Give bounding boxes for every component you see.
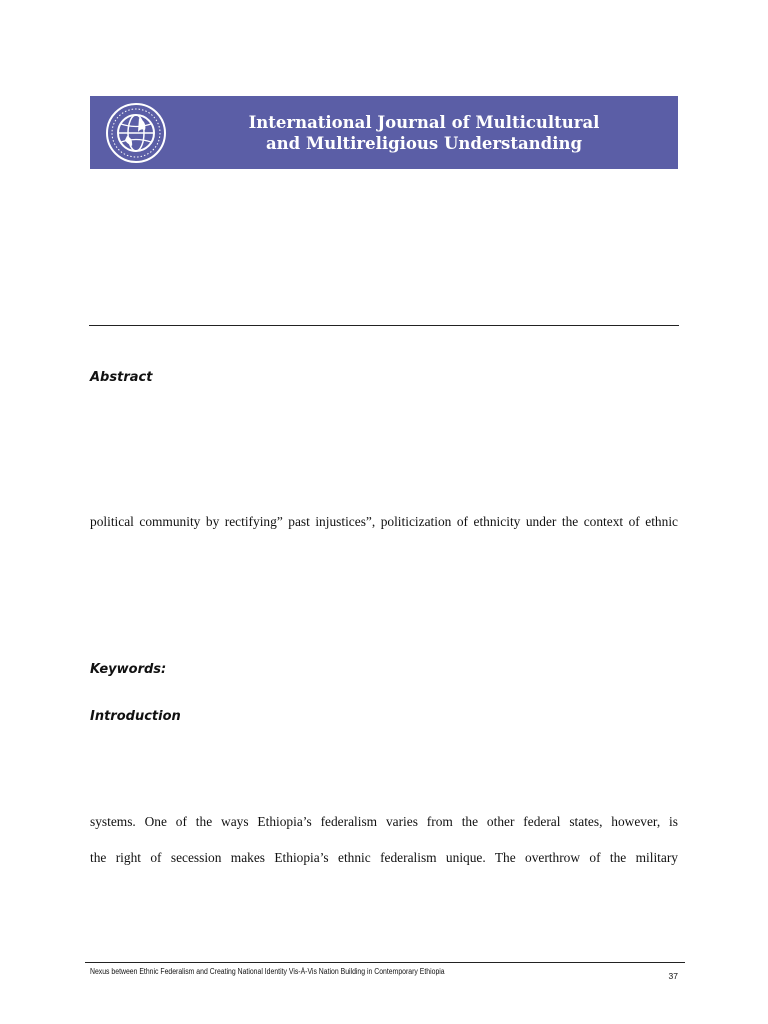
abstract-heading: Abstract [90, 370, 153, 385]
journal-title-line-2: and Multireligious Understanding [265, 134, 582, 153]
footer-divider [85, 962, 685, 963]
introduction-heading: Introduction [90, 709, 181, 724]
keywords-heading: Keywords: [90, 662, 167, 677]
page-number: 37 [668, 971, 678, 981]
footer-running-title: Nexus between Ethnic Federalism and Creating National Identity Vis-À-Vis Nation Building in Contemporary Ethiopia [90, 967, 445, 976]
journal-logo-globe-icon [105, 102, 167, 164]
abstract-text-line: political community by rectifying” past injustices”, politicization of ethnicity under the context of ethnic [90, 514, 678, 529]
header-divider [89, 325, 679, 326]
introduction-text-line-1: systems. One of the ways Ethiopia’s federalism varies from the other federal states, however, is [90, 814, 678, 829]
journal-banner [90, 96, 678, 169]
journal-title-line-1: International Journal of Multicultural [248, 113, 600, 132]
introduction-text-line-2: the right of secession makes Ethiopia’s ethnic federalism unique. The overthrow of the military [90, 850, 678, 865]
journal-title [210, 112, 638, 154]
